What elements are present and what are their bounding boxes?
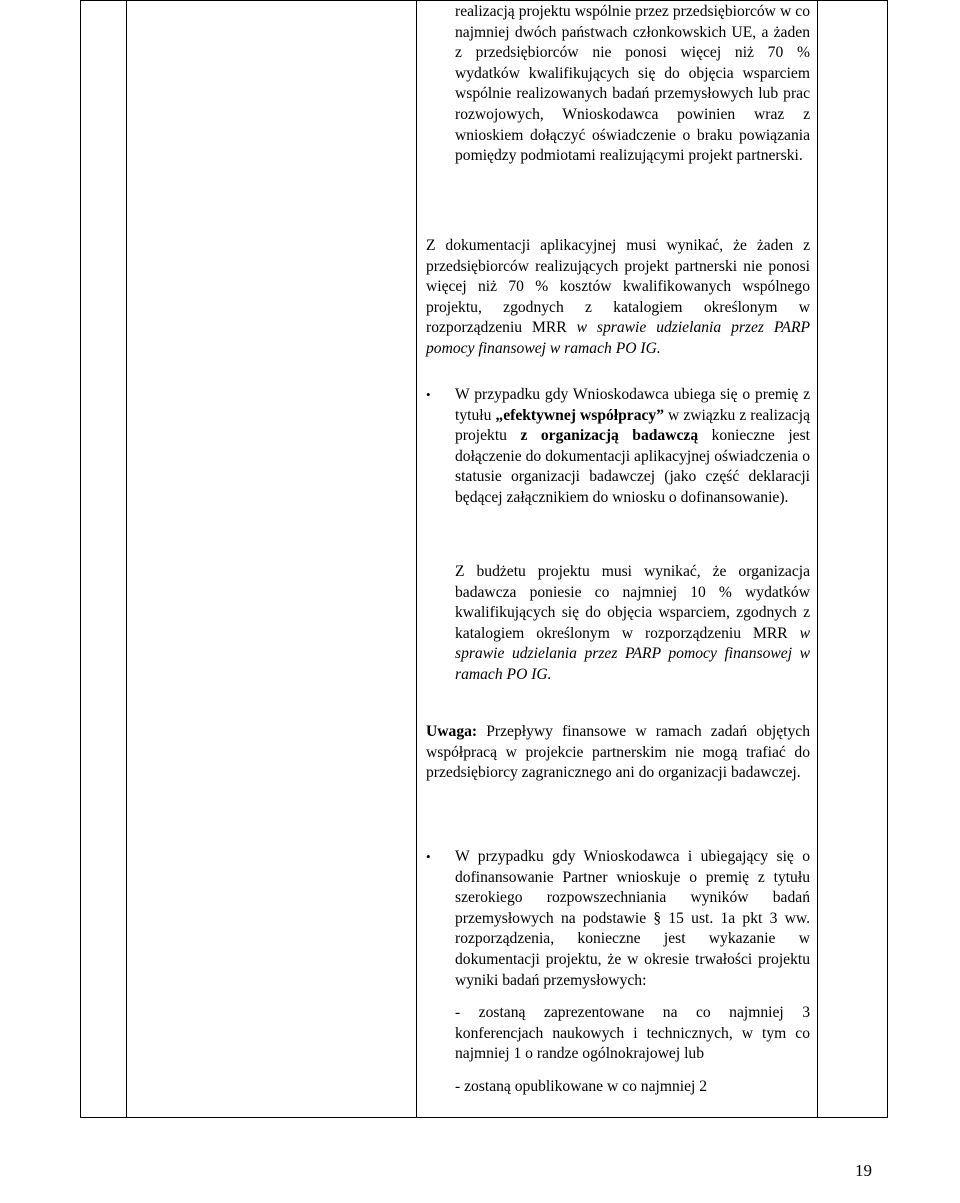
- bold-term-cooperation: „efektywnej współpracy”: [495, 406, 665, 424]
- note-financial-flows: [426, 722, 810, 784]
- table-top-border: [80, 0, 888, 1]
- table-border-right: [887, 0, 888, 1118]
- bullet-text-3: konieczne jest dołączenie do dokumentacji aplikacyjnej oświadczenia o statusie organizacji badawczej (jako część deklaracji będącej załącznikiem do wniosku o dofinansowanie).: [455, 427, 810, 506]
- dash-item-conferences: - zostaną zaprezentowane na co najmniej 3 konferencjach naukowych i technicznych, w tym co najmniej 1 o randze ogólnokrajowej lub: [455, 1004, 810, 1063]
- note-label: Uwaga:: [426, 723, 478, 740]
- note-text: Przepływy finansowe w ramach zadań objętych współpracą w projekcie partnerskim nie mogą trafiać do przedsiębiorcy zagranicznego ani do organizacji badawczej.: [426, 723, 810, 782]
- regulation-title: w sprawie udzielania przez PARP pomocy finansowej w ramach PO IG.: [455, 624, 810, 683]
- paragraph-text: realizacją projektu wspólnie przez przedsiębiorców w co najmniej dwóch państwach członkowskich UE, a żaden z przedsiębiorców nie ponosi więcej niż 70 % wydatków kwalifikujących się do objęcia wsparciem wspólnie realizowanych badań przemysłowych lub prac rozwojowych, Wnioskodawca powinien wraz z wnioskiem dołączyć oświadczenie o braku powiązania pomiędzy podmiotami realizującymi projekt partnerski.: [455, 3, 810, 165]
- paragraph-partner-statement: [455, 2, 810, 167]
- bullet-icon: •: [426, 387, 431, 402]
- bold-term-research-org: z organizacją badawczą: [520, 427, 699, 445]
- bullet-text-2: w związku z realizacją projektu: [455, 406, 810, 445]
- bullet-text-1: W przypadku gdy Wnioskodawca ubiega się o premię z tytułu: [455, 386, 810, 424]
- paragraph-text: Z dokumentacji aplikacyjnej musi wynikać, że żaden z przedsiębiorców realizujących projekt partnerski nie ponosi więcej niż 70 % kosztów kwalifikowanych wspólnego projektu, zgodnych z katalogiem określonym w rozporządzeniu MRR: [426, 237, 810, 337]
- bullet-text: W przypadku gdy Wnioskodawca i ubiegający się o dofinansowanie Partner wnioskuje o premię z tytułu szerokiego rozpowszechniania wyników badań przemysłowych na podstawie § 15 ust. 1a pkt 3 ww. rozporządzenia, konieczne jest wykazanie w dokumentacji projektu, że w okresie trwałości projektu wyniki badań przemysłowych:: [455, 848, 810, 989]
- table-bottom-border: [80, 1117, 888, 1118]
- table-border-col2: [126, 0, 127, 1118]
- paragraph-project-budget: [455, 562, 810, 686]
- table-border-col4: [817, 0, 818, 1118]
- page-number: 19: [855, 1161, 872, 1180]
- paragraph-application-docs: [426, 236, 810, 360]
- table-border-col3: [416, 0, 417, 1118]
- bullet-item-dissemination: [426, 847, 810, 1098]
- paragraph-text: Z budżetu projektu musi wynikać, że organizacja badawcza poniesie co najmniej 10 % wydatków kwalifikujących się do objęcia wsparciem, zgodnych z katalogiem określonym w rozporządzeniu MRR: [455, 563, 810, 642]
- dash-item-publications: - zostaną opublikowane w co najmniej 2: [455, 1077, 708, 1095]
- bullet-item-effective-cooperation: [426, 385, 810, 509]
- table-border-left: [80, 0, 81, 1118]
- regulation-title: w sprawie udzielania przez PARP pomocy finansowej w ramach PO IG.: [426, 319, 810, 357]
- bullet-icon: •: [426, 849, 431, 864]
